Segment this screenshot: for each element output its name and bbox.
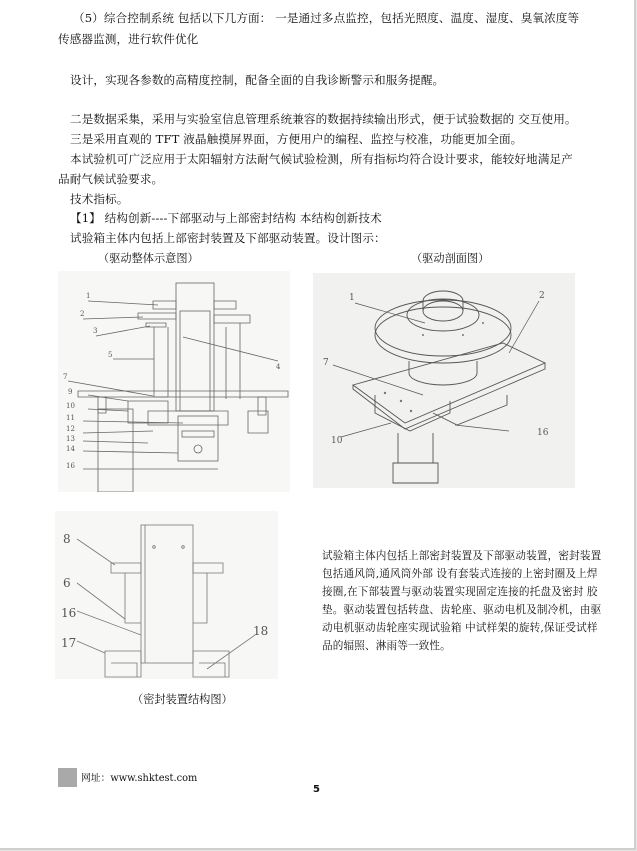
callout-label: 16 — [537, 428, 549, 438]
callout-label: 3 — [93, 327, 98, 335]
callout-label: 18 — [253, 624, 269, 638]
callout-label: 7 — [323, 358, 329, 368]
footer-logo-box — [58, 768, 77, 787]
callout-label: 16 — [61, 606, 77, 620]
figure-caption-seal-structure: （密封装置结构图） — [132, 693, 233, 706]
paragraph-line: （5）综合控制系统 包括以下几方面： 一是通过多点监控，包括光照度、温度、湿度、臭氧浓度等 — [73, 11, 580, 25]
side-text-line: 品的辐照、淋雨等一致性。 — [322, 640, 451, 652]
callout-label: 6 — [63, 576, 71, 590]
paragraph-line: 技术指标。 — [70, 192, 129, 206]
callout-label: 16 — [66, 462, 75, 470]
figure-seal-structure — [55, 511, 278, 679]
paragraph-line: 传感器监测，进行软件优化 — [58, 32, 199, 46]
side-text-line: 动电机驱动齿轮座实现试验箱 中试样架的旋转,保证受试样 — [322, 622, 598, 634]
page-number: 5 — [313, 784, 320, 795]
paragraph-line: 品耐气候试验要求。 — [58, 172, 164, 186]
figure-caption-drive-section: （驱动剖面图） — [411, 252, 490, 265]
callout-label: 1 — [349, 293, 355, 303]
section-heading: 【1】 结构创新----下部驱动与上部密封结构 本结构创新技术 — [70, 211, 382, 225]
callout-label: 12 — [66, 425, 75, 433]
paragraph-line: 三是采用直观的 TFT 液晶触摸屏界面，方便用户的编程、监控与校准，功能更加全面。 — [70, 132, 523, 146]
side-text-line: 包括通风筒,通风筒外部 设有套装式连接的上密封圈及上焊 — [322, 568, 598, 580]
side-text-line: 接圈,在下部装置与驱动装置实现固定连接的托盘及密封 胶 — [322, 586, 598, 598]
figure-drive-section — [313, 273, 575, 488]
callout-label: 7 — [63, 373, 68, 381]
figure-caption-drive-overall: （驱动整体示意图） — [98, 252, 199, 265]
callout-label: 10 — [331, 436, 343, 446]
callout-label: 4 — [276, 363, 281, 371]
paragraph-line: 本试验机可广泛应用于太阳辐射方法耐气候试验检测，所有指标均符合设计要求，能较好地满足产 — [70, 152, 573, 166]
side-text-line: 垫。驱动装置包括转盘、齿轮座、驱动电机及制冷机，由驱 — [322, 604, 602, 616]
callout-label: 10 — [66, 402, 75, 410]
callout-label: 17 — [61, 636, 77, 650]
callout-label: 9 — [68, 388, 73, 396]
callout-label: 2 — [539, 291, 545, 301]
figure-drive-overall — [58, 271, 290, 492]
side-text-line: 试验箱主体内包括上部密封装置及下部驱动装置，密封装置 — [322, 550, 602, 562]
callout-label: 2 — [80, 310, 85, 318]
drive-section-drawing — [313, 273, 575, 488]
callout-label: 14 — [66, 445, 75, 453]
seal-structure-drawing — [55, 511, 278, 679]
paragraph-line: 设计，实现各参数的高精度控制，配备全面的自我诊断警示和服务提醒。 — [70, 73, 445, 87]
footer-website: 网址：www.shktest.com — [81, 773, 198, 784]
drive-overall-drawing — [58, 271, 290, 492]
paragraph-line: 试验箱主体内包括上部密封装置及下部驱动装置。设计图示： — [70, 231, 386, 245]
callout-label: 11 — [66, 414, 75, 422]
callout-label: 13 — [66, 435, 75, 443]
callout-label: 5 — [108, 351, 113, 359]
callout-label: 8 — [63, 532, 71, 546]
callout-label: 1 — [86, 292, 91, 300]
paragraph-line: 二是数据采集，采用与实验室信息管理系统兼容的数据持续输出形式，便于试验数据的 交互使用。 — [70, 112, 577, 126]
